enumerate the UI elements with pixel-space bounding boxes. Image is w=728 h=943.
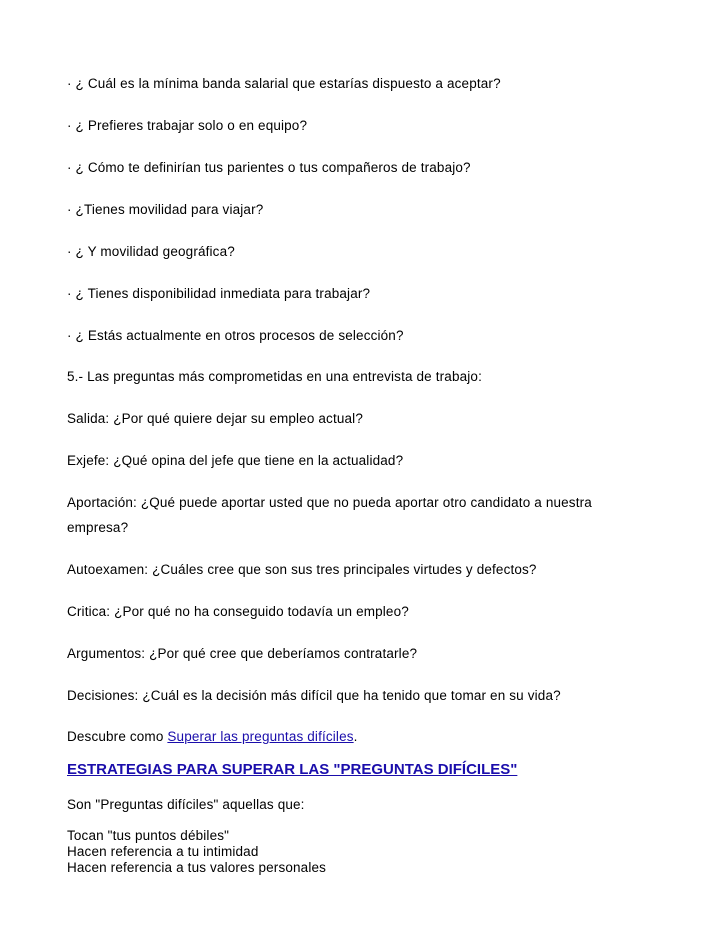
question-aportacion: Aportación: ¿Qué puede aportar usted que no pueda aportar otro candidato a nuestra [67, 495, 592, 510]
bullet-travel-question: · ¿Tienes movilidad para viajar? [67, 202, 264, 217]
question-autoexamen: Autoexamen: ¿Cuáles cree que son sus tres principales virtudes y defectos? [67, 562, 537, 577]
question-decisiones: Decisiones: ¿Cuál es la decisión más difícil que ha tenido que tomar en su vida? [67, 688, 561, 703]
question-argumentos: Argumentos: ¿Por qué cree que deberíamos contratarle? [67, 646, 418, 661]
bullet-availability-question: · ¿ Tienes disponibilidad inmediata para trabajar? [67, 286, 371, 301]
discover-suffix: . [353, 729, 358, 744]
point-values: Hacen referencia a tus valores personales [67, 860, 327, 875]
bullet-team-question: · ¿ Prefieres trabajar solo o en equipo? [67, 118, 308, 133]
question-exjefe: Exjefe: ¿Qué opina del jefe que tiene en la actualidad? [67, 453, 404, 468]
section-5-title: 5.- Las preguntas más comprometidas en una entrevista de trabajo: [67, 369, 482, 384]
superar-preguntas-link[interactable]: Superar las preguntas difíciles [167, 729, 354, 744]
point-intimacy: Hacen referencia a tu intimidad [67, 844, 259, 859]
question-critica: Critica: ¿Por qué no ha conseguido todavía un empleo? [67, 604, 409, 619]
discover-prefix: Descubre como [67, 729, 168, 744]
bullet-salary-question: · ¿ Cuál es la mínima banda salarial que estarías dispuesto a aceptar? [67, 76, 501, 91]
bullet-definition-question: · ¿ Cómo te definirían tus parientes o tus compañeros de trabajo? [67, 160, 471, 175]
bullet-geographic-question: · ¿ Y movilidad geográfica? [67, 244, 235, 259]
point-weak-spots: Tocan "tus puntos débiles" [67, 828, 230, 843]
discover-line [67, 729, 358, 745]
bullet-selection-question: · ¿ Estás actualmente en otros procesos de selección? [67, 328, 404, 343]
question-aportacion-cont: empresa? [67, 520, 129, 535]
strategies-heading[interactable]: ESTRATEGIAS PARA SUPERAR LAS "PREGUNTAS DIFÍCILES" [67, 761, 518, 778]
intro-text: Son "Preguntas difíciles" aquellas que: [67, 797, 305, 812]
question-salida: Salida: ¿Por qué quiere dejar su empleo actual? [67, 411, 363, 426]
